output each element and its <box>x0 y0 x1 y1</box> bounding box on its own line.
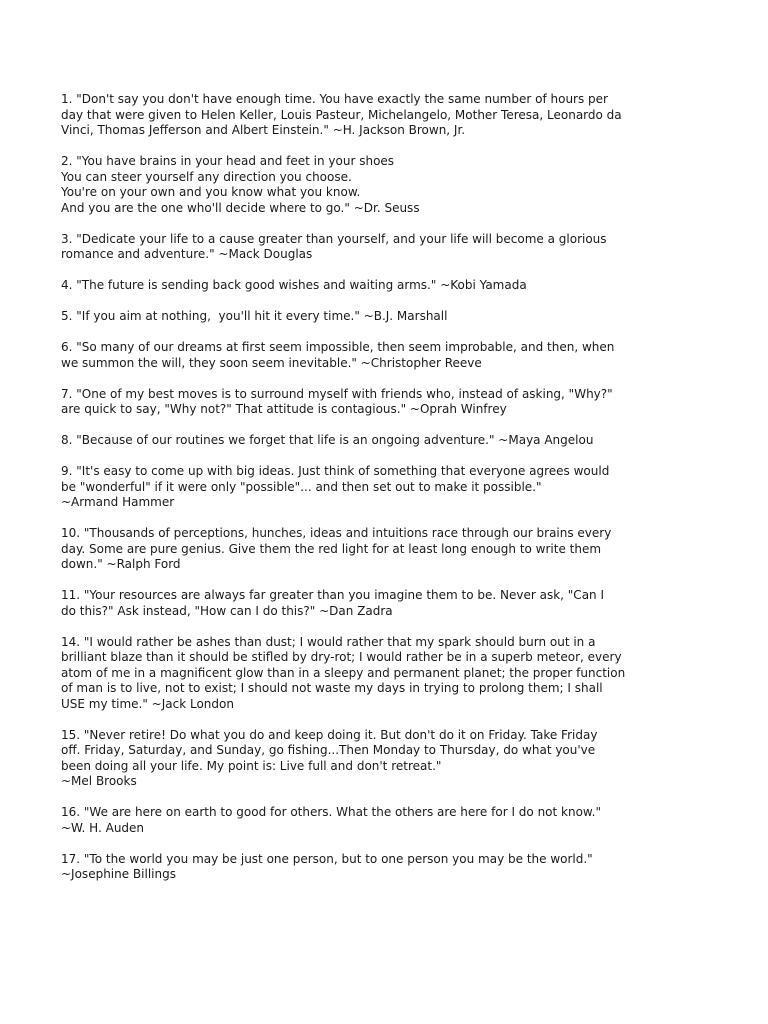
quote-line: 3. "Dedicate your life to a cause greater than yourself, and your life will become a glorious <box>61 231 607 246</box>
quote-line: day that were given to Helen Keller, Louis Pasteur, Michelangelo, Mother Teresa, Leonardo da <box>61 107 622 122</box>
quote-line: 17. "To the world you may be just one person, but to one person you may be the world." <box>61 851 593 866</box>
quote-3 <box>61 232 661 263</box>
quote-line: And you are the one who'll decide where to go." ~Dr. Seuss <box>61 200 420 215</box>
quote-line: we summon the will, they soon seem inevitable." ~Christopher Reeve <box>61 355 482 370</box>
quote-2 <box>61 154 661 216</box>
quote-line: 8. "Because of our routines we forget that life is an ongoing adventure." ~Maya Angelou <box>61 433 594 447</box>
quote-line: 6. "So many of our dreams at first seem impossible, then seem improbable, and then, when <box>61 340 615 354</box>
quote-line: are quick to say, "Why not?" That attitude is contagious." ~Oprah Winfrey <box>61 402 507 416</box>
quote-line: 9. "It's easy to come up with big ideas. Just think of something that everyone agrees would <box>61 464 610 478</box>
quote-11 <box>61 588 661 619</box>
quote-line: ~Armand Hammer <box>61 495 175 509</box>
quote-line: day. Some are pure genius. Give them the red light for at least long enough to write them <box>61 541 602 556</box>
quote-line: 11. "Your resources are always far greater than you imagine them to be. Never ask, "Can I <box>61 588 604 602</box>
quote-8 <box>61 433 661 449</box>
quote-line: ~W. H. Auden <box>61 820 145 835</box>
quote-line: 7. "One of my best moves is to surround myself with friends who, instead of asking, "Why?" <box>61 386 613 401</box>
quote-line: down." ~Ralph Ford <box>61 557 181 571</box>
quote-line: 5. "If you aim at nothing, you'll hit it every time." ~B.J. Marshall <box>61 309 448 323</box>
quote-line: atom of me in a magnificent glow than in a sleepy and permanent planet; the proper function <box>61 665 626 680</box>
quote-line: been doing all your life. My point is: Live full and don't retreat." <box>61 758 442 773</box>
quote-line: be "wonderful" if it were only "possible"... and then set out to make it possible." <box>61 479 542 494</box>
quote-5 <box>61 309 661 325</box>
quote-4 <box>61 278 661 294</box>
quote-line: USE my time." ~Jack London <box>61 696 234 711</box>
quote-line: off. Friday, Saturday, and Sunday, go fishing...Then Monday to Thursday, do what you've <box>61 743 596 757</box>
quote-6 <box>61 340 661 371</box>
quote-1 <box>61 92 661 139</box>
quote-9 <box>61 464 661 511</box>
quote-line: 14. "I would rather be ashes than dust; I would rather that my spark should burn out in a <box>61 634 596 649</box>
quote-7 <box>61 387 661 418</box>
quote-15 <box>61 728 661 790</box>
quote-line: ~Josephine Billings <box>61 867 176 881</box>
quote-10 <box>61 526 661 573</box>
quote-line: of man is to live, not to exist; I should not waste my days in trying to prolong them; I shall <box>61 681 603 695</box>
quote-line: 2. "You have brains in your head and feet in your shoes <box>61 154 395 168</box>
quote-line: 1. "Don't say you don't have enough time. You have exactly the same number of hours per <box>61 92 608 106</box>
quote-list <box>61 92 661 898</box>
quote-line: ~Mel Brooks <box>61 774 137 788</box>
quote-line: You can steer yourself any direction you choose. <box>61 169 352 184</box>
quote-14 <box>61 635 661 713</box>
quote-line: You're on your own and you know what you know. <box>61 185 361 199</box>
quote-line: 4. "The future is sending back good wishes and waiting arms." ~Kobi Yamada <box>61 278 527 292</box>
quote-line: 16. "We are here on earth to good for others. What the others are here for I do not know." <box>61 805 601 819</box>
quote-16 <box>61 805 661 836</box>
quote-line: do this?" Ask instead, "How can I do this?" ~Dan Zadra <box>61 603 393 618</box>
quote-line: brilliant blaze than it should be stifled by dry-rot; I would rather be in a superb meteor, every <box>61 650 622 664</box>
quote-line: 15. "Never retire! Do what you do and keep doing it. But don't do it on Friday. Take Friday <box>61 727 598 742</box>
quote-17 <box>61 852 661 883</box>
quote-line: Vinci, Thomas Jefferson and Albert Einstein." ~H. Jackson Brown, Jr. <box>61 123 466 137</box>
quote-line: 10. "Thousands of perceptions, hunches, ideas and intuitions race through our brains every <box>61 526 612 540</box>
quote-line: romance and adventure." ~Mack Douglas <box>61 247 313 261</box>
